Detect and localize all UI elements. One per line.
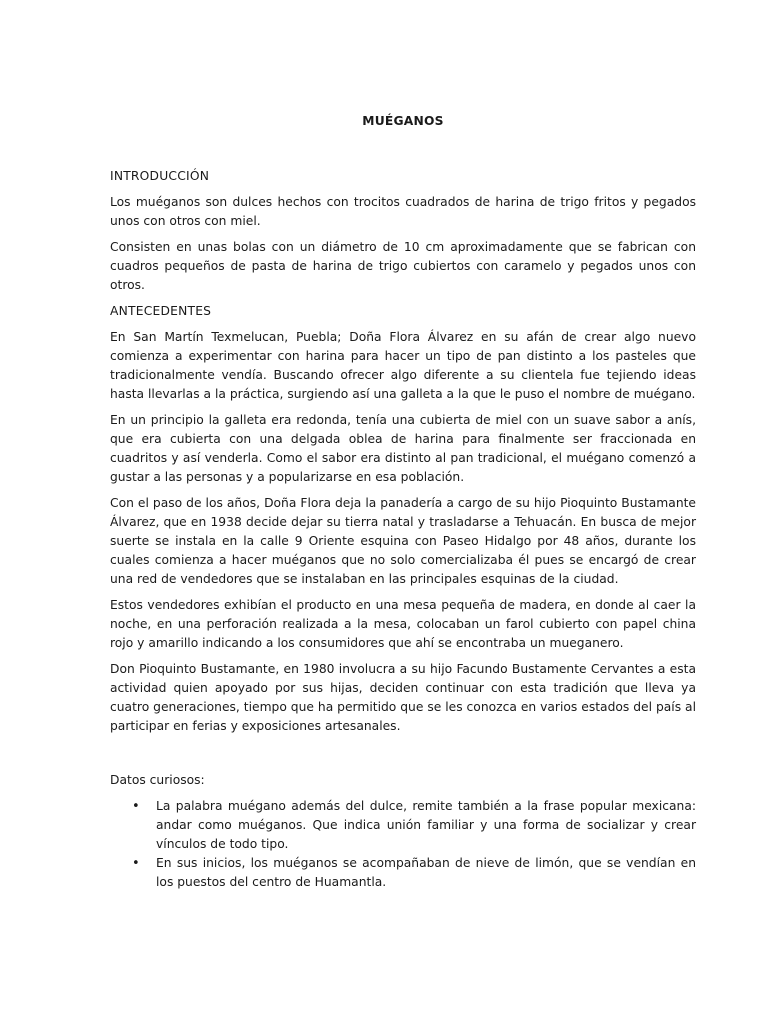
document-title: MUÉGANOS bbox=[362, 114, 444, 128]
list-item bbox=[110, 854, 696, 892]
list-item-text: La palabra muégano además del dulce, remite también a la frase popular mexicana: andar como muéganos. Que indica unión familiar y una forma de socializar y crear vínculos de todo tipo. bbox=[156, 799, 696, 851]
section-heading-antecedentes: ANTECEDENTES bbox=[110, 304, 212, 318]
bullet-icon: • bbox=[132, 856, 140, 871]
list-item bbox=[110, 797, 696, 854]
paragraph: Consisten en unas bolas con un diámetro de 10 cm aproximadamente que se fabrican con cuadros pequeños de pasta de harina de trigo cubiertos con caramelo y pegados unos con otros. bbox=[110, 240, 696, 292]
paragraph: En un principio la galleta era redonda, tenía una cubierta de miel con un suave sabor a anís, que era cubierta con una delgada oblea de harina para finalmente ser fraccionada en cuadritos y así venderla. Como el sabor era distinto al pan tradicional, el muégano comenzó a gustar a las personas y a popularizarse en esa población. bbox=[110, 413, 696, 484]
list-item-text: En sus inicios, los muéganos se acompañaban de nieve de limón, que se vendían en los puestos del centro de Huamantla. bbox=[156, 856, 696, 889]
paragraph: Estos vendedores exhibían el producto en una mesa pequeña de madera, en donde al caer la noche, en una perforación realizada a la mesa, colocaban un farol cubierto con papel china rojo y amarillo indicando a los consumidores que ahí se encontraba un mueganero. bbox=[110, 598, 696, 650]
facts-list bbox=[110, 797, 696, 892]
paragraph: Con el paso de los años, Doña Flora deja la panadería a cargo de su hijo Pioquinto Bustamante Álvarez, que en 1938 decide dejar su tierra natal y trasladarse a Tehuacán. En busca de mejor suerte se instala en la calle 9 Oriente esquina con Paseo Hidalgo por 48 años, durante los cuales comienza a hacer muéganos que no solo comercializaba él pues se encargó de crear una red de vendedores que se instalaban en las principales esquinas de la ciudad. bbox=[110, 496, 696, 586]
bullet-icon: • bbox=[132, 799, 140, 814]
section-heading-introduccion: INTRODUCCIÓN bbox=[110, 169, 210, 183]
section-heading-datos-curiosos: Datos curiosos: bbox=[110, 773, 205, 787]
paragraph: Don Pioquinto Bustamante, en 1980 involucra a su hijo Facundo Bustamente Cervantes a esta actividad quien apoyado por sus hijas, deciden continuar con esta tradición que lleva ya cuatro generaciones, tiempo que ha permitido que se les conozca en varios estados del país al participar en ferias y exposiciones artesanales. bbox=[110, 662, 696, 733]
document-page bbox=[110, 112, 696, 892]
paragraph: En San Martín Texmelucan, Puebla; Doña Flora Álvarez en su afán de crear algo nuevo comienza a experimentar con harina para hacer un tipo de pan distinto a los pasteles que tradicionalmente vendía. Buscando ofrecer algo diferente a su clientela fue tejiendo ideas hasta llevarlas a la práctica, surgiendo así una galleta a la que le puso el nombre de muégano. bbox=[110, 330, 696, 401]
spacer bbox=[110, 743, 696, 771]
paragraph: Los muéganos son dulces hechos con trocitos cuadrados de harina de trigo fritos y pegados unos con otros con miel. bbox=[110, 195, 696, 228]
